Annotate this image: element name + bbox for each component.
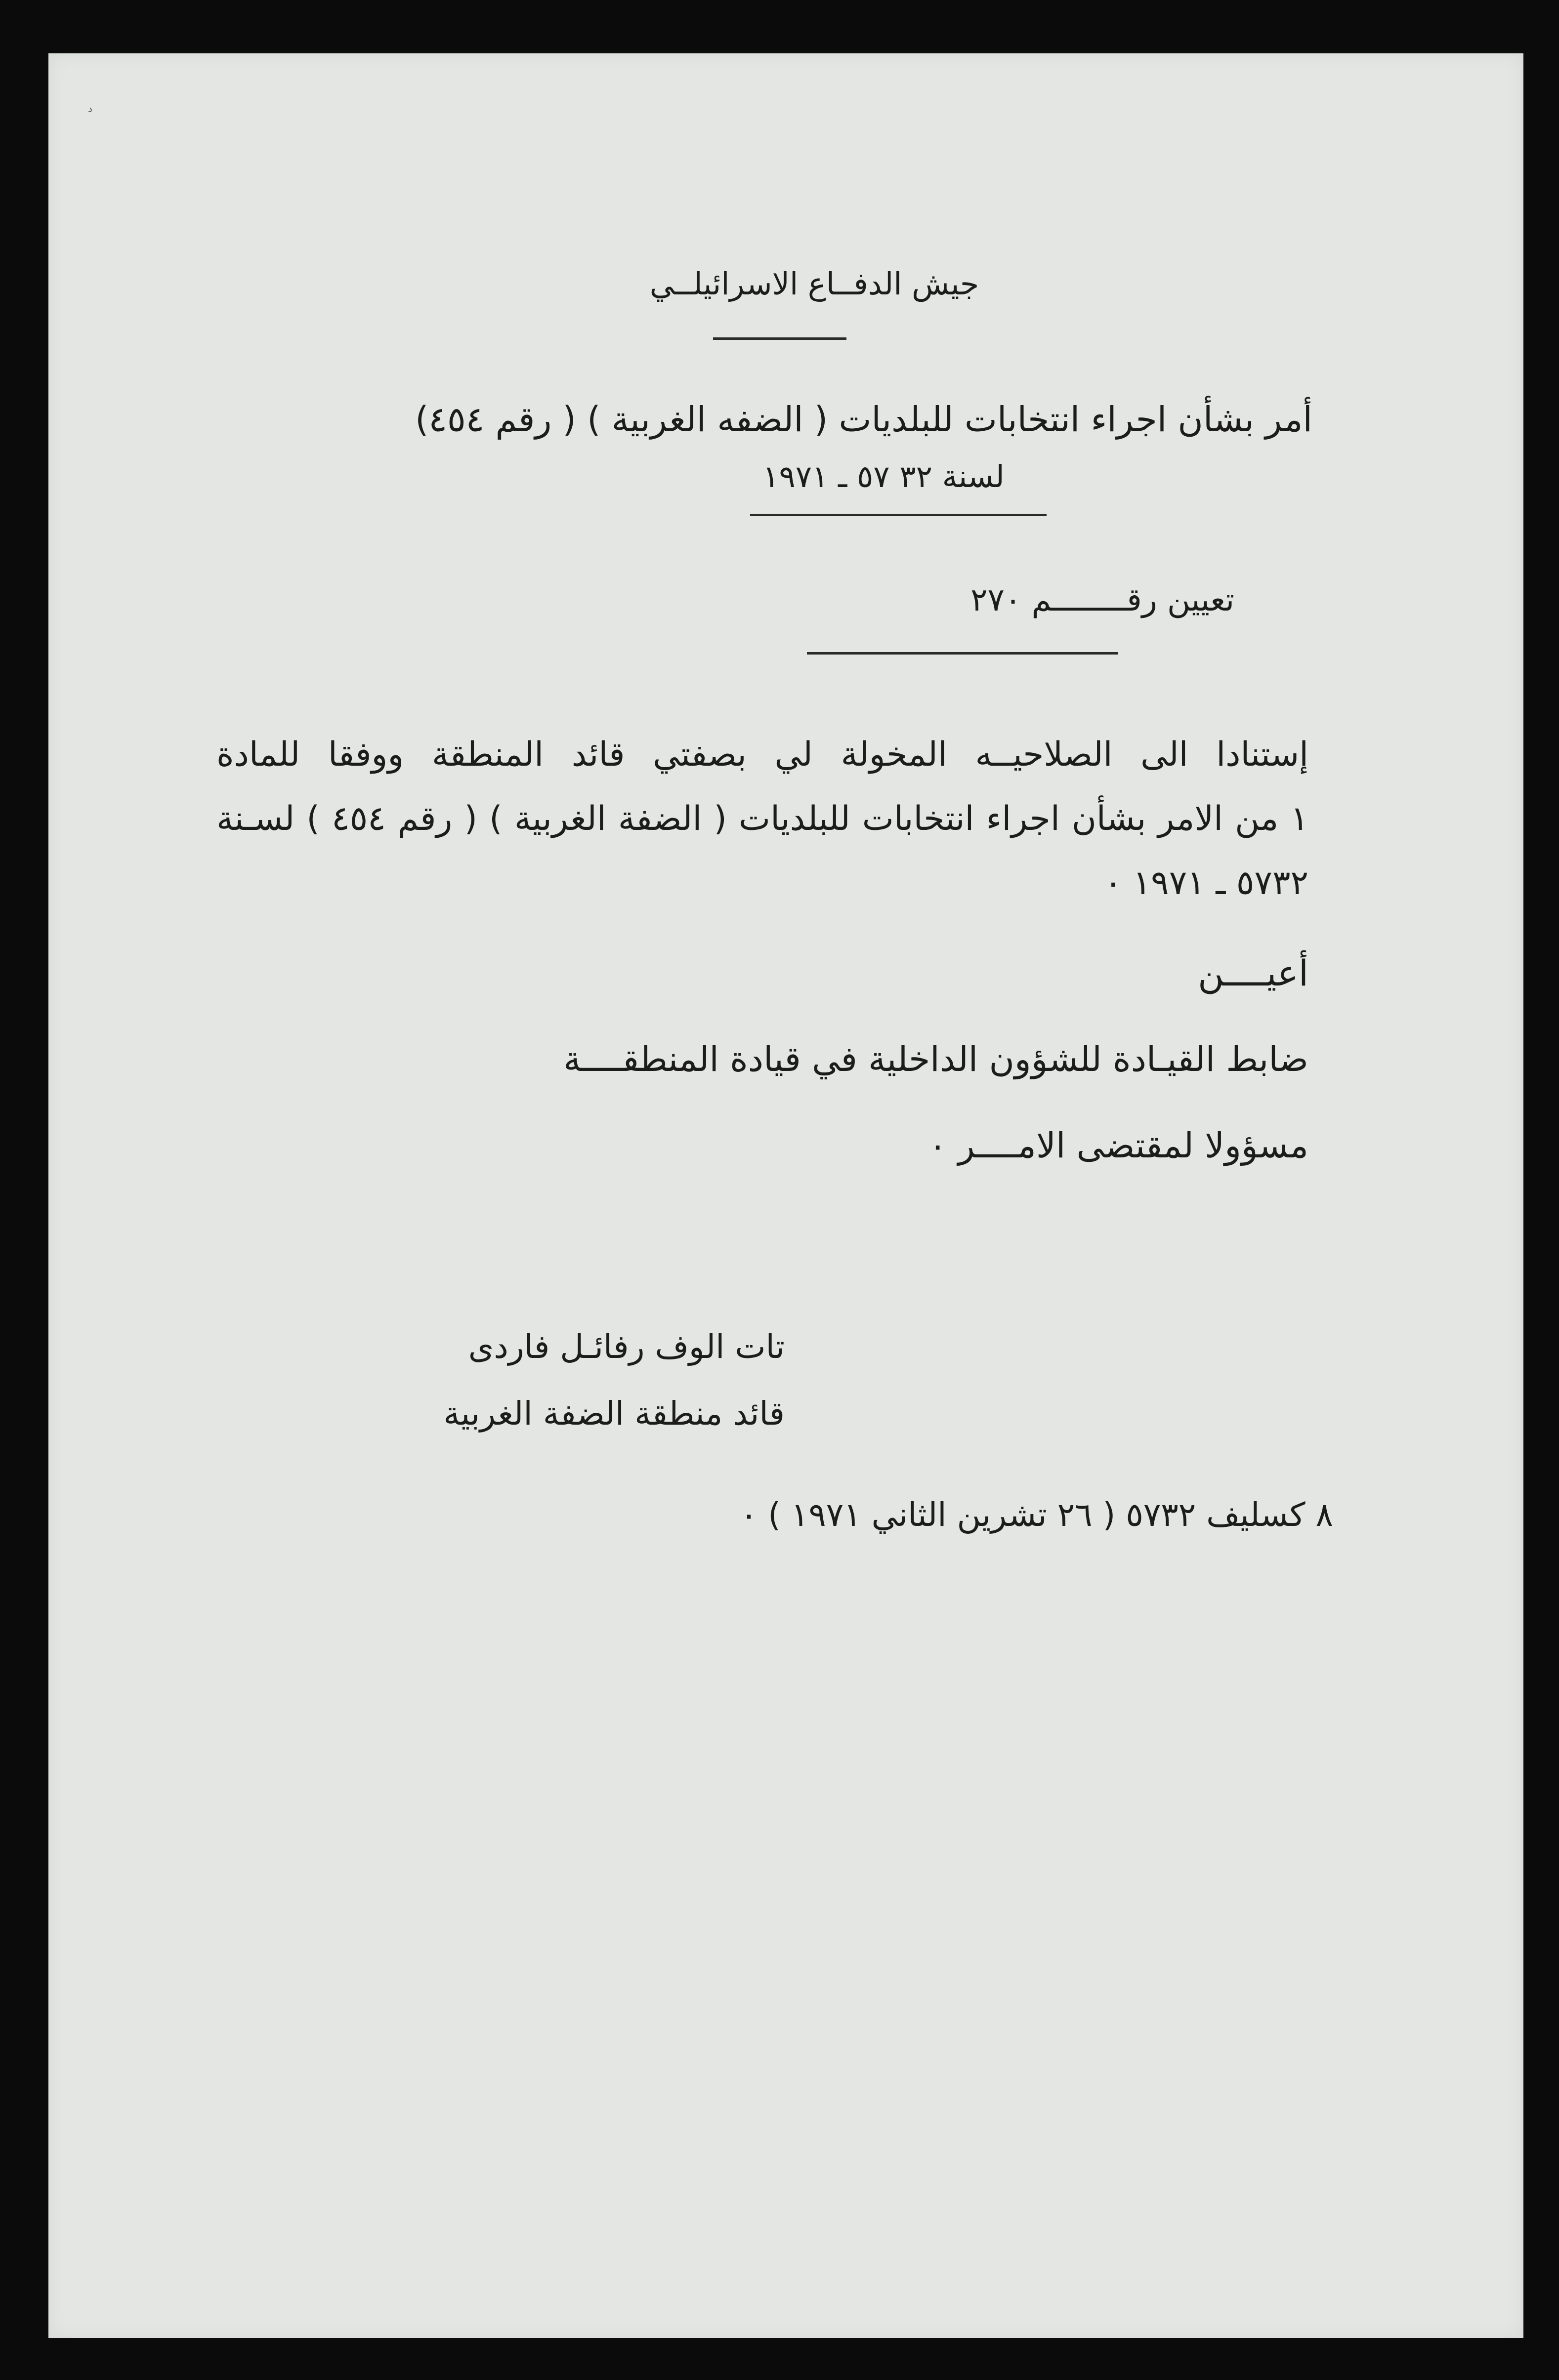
document-date: ٨ كسليف ٥٧٣٢ ( ٢٦ تشرين الثاني ١٩٧١ ) ٠ xyxy=(740,1496,1333,1534)
responsibility-line: مسؤولا لمقتضى الامــــر ٠ xyxy=(928,1125,1308,1166)
signer-name: تات الوف رفائـل فاردى xyxy=(468,1328,785,1366)
document-page xyxy=(48,53,1523,2338)
order-year: لسنة ٣٢ ٥٧ ـ ١٩٧١ xyxy=(762,458,1005,494)
divider-1 xyxy=(713,337,846,340)
corner-mark: د xyxy=(88,103,92,115)
officer-line: ضابط القيـادة للشؤون الداخلية في قيادة المنطقــــة xyxy=(563,1039,1308,1079)
army-heading: جيش الدفــاع الاسرائيلــي xyxy=(649,266,979,302)
order-title: أمر بشأن اجراء انتخابات للبلديات ( الضفه الغربية ) ( رقم ٤٥٤) xyxy=(415,399,1312,440)
appointment-number: تعيين رقــــــــم ٢٧٠ xyxy=(970,582,1234,618)
body-line-1: إستنادا الى الصلاحيــه المخولة لي بصفتي قائد المنطقة ووفقا للمادة xyxy=(216,735,1308,774)
body-line-2: ١ من الامر بشأن اجراء انتخابات للبلديات ( الضفة الغربية ) ( رقم ٤٥٤ ) لسـنة xyxy=(216,799,1308,838)
body-line-3: ٥٧٣٢ ـ ١٩٧١ ٠ xyxy=(1104,863,1308,903)
signer-title: قائد منطقة الضفة الغربية xyxy=(443,1395,785,1433)
appoint-word: أعيــــن xyxy=(1198,952,1308,994)
divider-3 xyxy=(807,652,1118,655)
divider-2 xyxy=(750,514,1047,516)
